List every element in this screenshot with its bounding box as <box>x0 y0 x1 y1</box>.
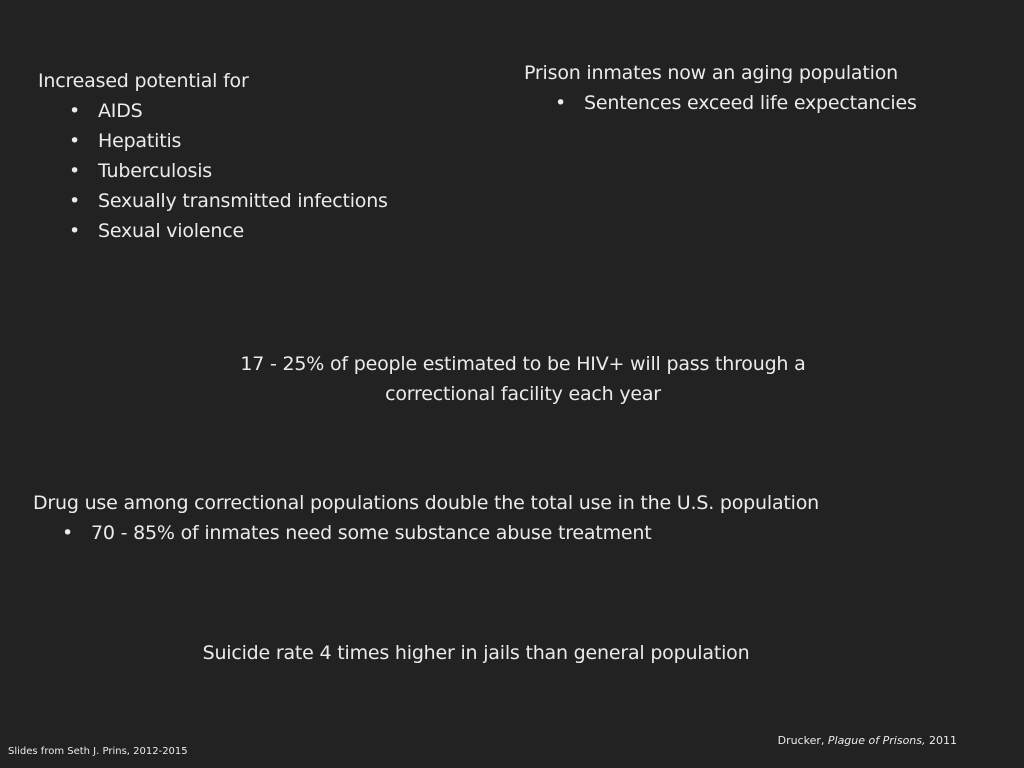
slide-credit: Slides from Seth J. Prins, 2012-2015 <box>8 746 188 757</box>
aging-population-list <box>524 88 917 118</box>
citation <box>778 733 957 749</box>
suicide-statistic: Suicide rate 4 times higher in jails than general population <box>202 642 750 664</box>
citation-author: Drucker, <box>777 734 828 747</box>
bullet-icon: • <box>69 190 81 212</box>
list-item-text: Sexually transmitted infections <box>98 190 388 212</box>
drug-use-heading: Drug use among correctional populations double the total use in the U.S. population <box>33 492 819 514</box>
list-item <box>555 88 917 118</box>
health-risks-block <box>38 66 388 246</box>
bullet-icon: • <box>69 160 81 182</box>
list-item-text: Tuberculosis <box>98 160 212 182</box>
list-item-text: Hepatitis <box>98 130 182 152</box>
list-item <box>69 126 388 156</box>
list-item <box>69 96 388 126</box>
bullet-icon: • <box>69 220 81 242</box>
bullet-icon: • <box>69 130 81 152</box>
list-item-text: 70 - 85% of inmates need some substance abuse treatment <box>91 522 652 544</box>
health-risks-list <box>38 96 388 246</box>
list-item <box>69 216 388 246</box>
list-item <box>69 186 388 216</box>
hiv-statistic-line-1: 17 - 25% of people estimated to be HIV+ will pass through a <box>240 353 806 375</box>
hiv-statistic-line-2: correctional facility each year <box>385 383 661 405</box>
list-item-text: Sentences exceed life expectancies <box>584 92 917 114</box>
bullet-icon: • <box>69 100 81 122</box>
aging-population-heading: Prison inmates now an aging population <box>524 62 898 84</box>
list-item-text: AIDS <box>98 100 143 122</box>
bullet-icon: • <box>555 92 567 114</box>
list-item <box>69 156 388 186</box>
bullet-icon: • <box>62 522 74 544</box>
list-item <box>62 518 819 548</box>
citation-title: Plague of Prisons, <box>827 734 926 747</box>
citation-year: 2011 <box>925 734 957 747</box>
drug-use-block <box>33 488 819 548</box>
list-item-text: Sexual violence <box>98 220 244 242</box>
drug-use-list <box>33 518 819 548</box>
hiv-statistic-block <box>180 349 866 409</box>
aging-population-block <box>524 58 917 118</box>
health-risks-heading: Increased potential for <box>38 70 249 92</box>
